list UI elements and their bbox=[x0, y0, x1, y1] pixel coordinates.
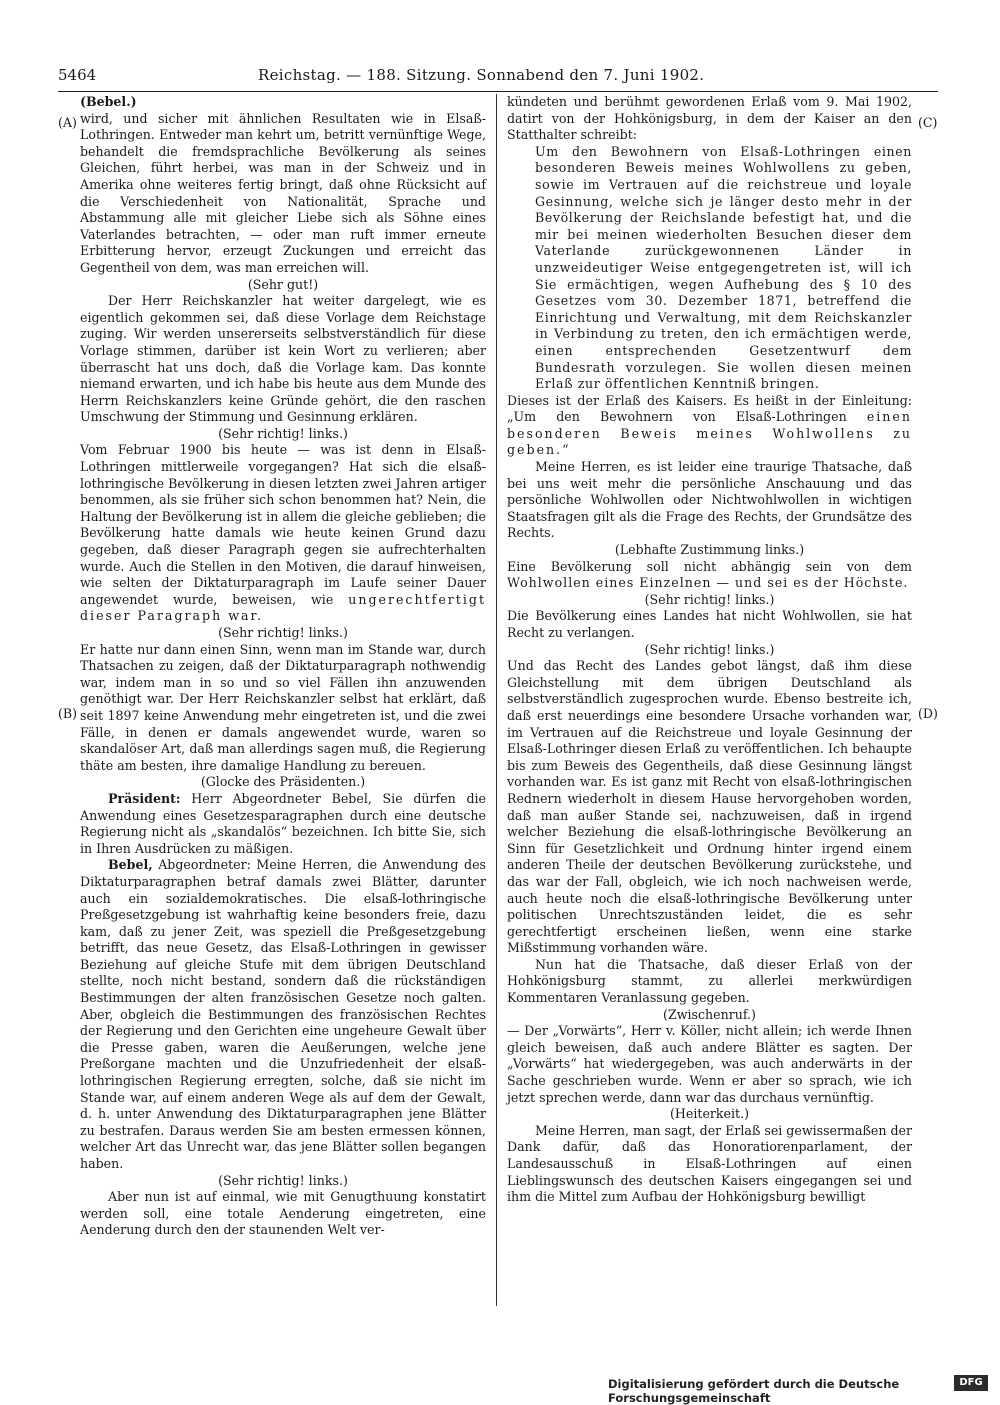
interjection: (Lebhafte Zustimmung links.) bbox=[614, 542, 805, 558]
interjection: (Heiterkeit.) bbox=[670, 1106, 749, 1122]
margin-marker-c: (C) bbox=[918, 115, 938, 130]
margin-marker-d: (D) bbox=[918, 706, 938, 721]
left-column bbox=[80, 94, 486, 1239]
speaker-name: Bebel, bbox=[108, 857, 153, 873]
interjection: (Zwischenruf.) bbox=[663, 1006, 756, 1022]
paragraph-text: Dieses ist der Erlaß des Kaisers. Es heißt in der Einleitung: „Um den Bewohnern von Elsaß-Lothringen bbox=[507, 392, 912, 425]
paragraph: kündeten und berühmt gewordenen Erlaß vom 9. Mai 1902, datirt von der Hohkönigsburg, in dem der Kaiser an den Statthalter schreibt: bbox=[507, 94, 912, 143]
paragraph bbox=[80, 857, 486, 1172]
interjection: (Glocke des Präsidenten.) bbox=[200, 774, 366, 790]
paragraph bbox=[507, 393, 912, 459]
interjection: (Sehr richtig! links.) bbox=[218, 1172, 348, 1188]
paragraph-text: Eine Bevölkerung soll nicht abhängig sein von dem bbox=[507, 558, 912, 574]
spaced-text: Wohlwollen eines Einzelnen — und sei es der Höchste. bbox=[507, 575, 909, 591]
margin-marker-a: (A) bbox=[58, 115, 77, 130]
page-header bbox=[58, 66, 938, 90]
paragraph bbox=[507, 559, 912, 592]
paragraph: — Der „Vorwärts“, Herr v. Köller, nicht allein; ich werde Ihnen gleich beweisen, daß auch andere Blätter es sagten. Der „Vorwärts“ hat wiedergegeben, was auch anderwärts in der Sache geschrieben wurde. Wenn er aber so sprach, wie ich jetzt sprechen werde, dann war das durchaus vernünftig. bbox=[507, 1023, 912, 1105]
margin-marker-b: (B) bbox=[58, 706, 78, 721]
paragraph: Er hatte nur dann einen Sinn, wenn man im Stande war, durch Thatsachen zu zeigen, daß der Diktaturparagraph nothwendig war, indem man in so und so viel Fällen ihn anzuwenden genöthigt war. Der Herr Reichskanzler selbst hat erklärt, daß seit 1897 keine Anwendung mehr eingetreten ist, und die zwei Fälle, in denen er damals angewendet wurde, waren so skandalöser Art, daß man allerdings sagen muß, die Regierung thäte am besten, ihre damalige Handlung zu bereuen. bbox=[80, 641, 486, 773]
paragraph: Meine Herren, man sagt, der Erlaß sei gewissermaßen der Dank dafür, daß das Honoratiorenparlament, der Landesausschuß in Elsaß-Lothringen auf einen Lieblingswunsch des deutschen Kaisers eingegangen sei und ihm die Mittel zum Aufbau der Hohkönigsburg bewilligt bbox=[507, 1122, 912, 1205]
interjection: (Sehr gut!) bbox=[247, 276, 319, 292]
funding-note: Digitalisierung gefördert durch die Deutsche Forschungsgemeinschaft bbox=[608, 1377, 900, 1405]
decree-quote: Um den Bewohnern von Elsaß-Lothringen einen besonderen Beweis meines Wohlwollens zu geben, sowie im Vertrauen auf die reichstreue und loyale Gesinnung, welche sich je länger desto mehr in der Bevölkerung der Reichslande befestigt hat, und die mir bei meinen wiederholten Besuchen dieser dem Vaterlande zurückgewonnenen Länder in unzweideutiger Weise entgegengetreten ist, will ich Sie ermächtigen, wegen Aufhebung des § 10 des Gesetzes vom 30. Dezember 1871, betreffend die Einrichtung und Verwaltung, mit dem Reichskanzler in Verbindung zu treten, den ich ermächtigen werde, einen entsprechenden Gesetzentwurf dem Bundesrath vorzulegen. Sie wollen diesen meinen Erlaß zur öffentlichen Kenntniß bringen. bbox=[535, 143, 912, 392]
interjection: (Sehr richtig! links.) bbox=[218, 425, 348, 441]
paragraph: Die Bevölkerung eines Landes hat nicht Wohlwollen, sie hat Recht zu verlangen. bbox=[507, 608, 912, 640]
header-rule bbox=[58, 91, 938, 92]
speaker-label: (Bebel.) bbox=[80, 94, 137, 109]
paragraph: Meine Herren, es ist leider eine traurige Thatsache, daß bei uns weit mehr die persönliche Anschauung und das persönliche Wohlwollen oder Nichtwohlwollen in wichtigen Staatsfragen gilt als die Frage des Rechts, der Grundsätze des Rechts. bbox=[507, 459, 912, 541]
interjection: (Sehr richtig! links.) bbox=[644, 591, 775, 607]
paragraph: Und das Recht des Landes gebot längst, daß ihm diese Gleichstellung mit dem übrigen Deutschland als selbstverständlich zugesprochen wurde. Ebenso bestreite ich, daß erst neuerdings eine besondere Ursache vorhanden war, im Vertrauen auf die Reichstreue und loyale Gesinnung der Elsaß-Lothringer diesen Erlaß zu veröffentlichen. Ich behaupte bis zum Beweis des Gegentheils, daß diese Gesinnung längst vorhanden war. Es ist ganz mit Recht von elsaß-lothringischen Rednern wiederholt in diesem Hause hervorgehoben worden, daß man außer Stande sei, nachzuweisen, daß in irgend welcher Beziehung die elsaß-lothringische Bevölkerung an Sinn für Gesetzlichkeit und Ordnung hinter irgend einem anderen Theile der deutschen Bevölkerung zurückstehe, und das war der Fall, obgleich, wie ich noch nachweisen werde, auch heute noch die elsaß-lothringische Bevölkerung unter politischen Unrechtszuständen leidet, die es sehr gerechtfertigt erscheinen ließen, wenn eine starke Mißstimmung vorhanden wäre. bbox=[507, 658, 912, 956]
paragraph: Der Herr Reichskanzler hat weiter dargelegt, wie es eigentlich gekommen sei, daß diese Vorlage dem Reichstage zuging. Wir werden unsererseits selbstverständlich für diese Vorlage stimmen, darüber ist kein Wort zu verlieren; aber überrascht hat uns doch, daß die Vorlage kam. Das konnte niemand erwarten, und ich habe bis heute aus dem Munde des Herrn Reichskanzlers keine Gründe gehört, die den raschen Umschwung der Stimmung und Gesinnung erklären. bbox=[80, 293, 486, 425]
president-text: Herr Abgeordneter Bebel, Sie dürfen die Anwendung eines Gesetzesparagraphen durch eine deutsche Regierung nicht als „skandalös“ bezeichnen. Ich bitte Sie, sich in Ihren Ausdrücken zu mäßigen. bbox=[80, 790, 486, 856]
right-column bbox=[507, 94, 912, 1206]
interjection: (Sehr richtig! links.) bbox=[644, 641, 775, 657]
page-number: 5464 bbox=[58, 66, 97, 84]
paragraph bbox=[80, 442, 486, 625]
footer bbox=[608, 1375, 988, 1405]
paragraph: Nun hat die Thatsache, daß dieser Erlaß von der Hohkönigsburg stammt, zu allerlei merkwürdigen Kommentaren Veranlassung gegeben. bbox=[507, 956, 912, 1006]
column-divider bbox=[496, 94, 497, 1306]
paragraph-text: Vom Februar 1900 bis heute — was ist denn in Elsaß-Lothringen mittlerweile vorgegangen? Hat sich die elsaß-lothringische Bevölkerung in diesen letzten zwei Jahren artiger benommen, als sie früher sich schon benommen hat? Nein, die Haltung der Bevölkerung ist in allem die gleiche geblieben; die Bevölkerung hatte damals wie heute keinen Grund dazu gegeben, daß dieser Paragraph gegen sie aufrechterhalten wurde. Auch die Stellen in den Motiven, die darauf hinweisen, wie selten der Diktaturparagraph im Laufe seiner Dauer angewendet wurde, beweisen, wie bbox=[80, 442, 486, 607]
paragraph bbox=[80, 791, 486, 857]
spaced-text: ungerechtfertigt dieser Paragraph war. bbox=[80, 591, 486, 624]
paragraph: wird, und sicher mit ähnlichen Resultaten wie in Elsaß-Lothringen. Entweder man kehrt um, betritt vernünftige Wege, behandelt die fremdsprachliche Bevölkerung als seines Gleichen, führt herbei, was man in der Schweiz und in Amerika ohne weiteres fertig bringt, daß ohne Rücksicht auf die Verschiedenheit von Nationalität, Sprache und Abstammung alle mit gleicher Liebe sich als Söhne eines Vaterlandes betrachten, — oder man ruft immer erneute Erbitterung hervor, erzeugt Zuckungen und erreicht das Gegentheil von dem, was man erreichen will. bbox=[80, 110, 486, 275]
paragraph: Aber nun ist auf einmal, wie mit Genugthuung konstatirt werden soll, eine totale Aenderung eingetreten, eine Aenderung durch den der staunenden Welt ver- bbox=[80, 1189, 486, 1238]
speaker-text: Abgeordneter: Meine Herren, die Anwendung des Diktaturparagraphen betraf damals zwei Blätter, darunter auch ein sozialdemokratisches. Die elsaß-lothringische Preßgesetzgebung ist wahrhaftig keine besonders freie, dazu kam, daß zu jener Zeit, was speziell die Preßgesetzgebung betrifft, das neue Gesetz, das Elsaß-Lothringen in gewisser Beziehung auf gleiche Stufe mit dem übrigen Deutschland stellte, noch nicht bestand, sondern daß die rückständigen Bestimmungen der alten französischen Gesetze noch galten. Aber, obgleich die Bestimmungen des französischen Rechtes der Regierung und den Gerichten eine ungeheure Gewalt über die Presse gaben, waren die Aeußerungen, welche jene Preßorgane machten und die Unzufriedenheit der elsaß-lothringischen Regierung erregten, solche, daß sie nicht im Stande war, auf einem anderen Wege als auf dem der Gewalt, d. h. unter Anwendung des Diktaturparagraphen jene Blätter zu bestrafen. Daraus werden Sie am besten ermessen können, welcher Art das Unrecht war, das jene Blätter sollen begangen haben. bbox=[80, 857, 486, 1171]
interjection: (Sehr richtig! links.) bbox=[218, 625, 348, 640]
spaced-text: einen besonderen Beweis meines Wohlwollens zu geben.“ bbox=[507, 409, 912, 458]
page-title: Reichstag. — 188. Sitzung. Sonnabend den 7. Juni 1902. bbox=[258, 66, 705, 84]
president-label: Präsident: bbox=[108, 790, 181, 806]
dfg-logo: DFG bbox=[954, 1375, 988, 1391]
